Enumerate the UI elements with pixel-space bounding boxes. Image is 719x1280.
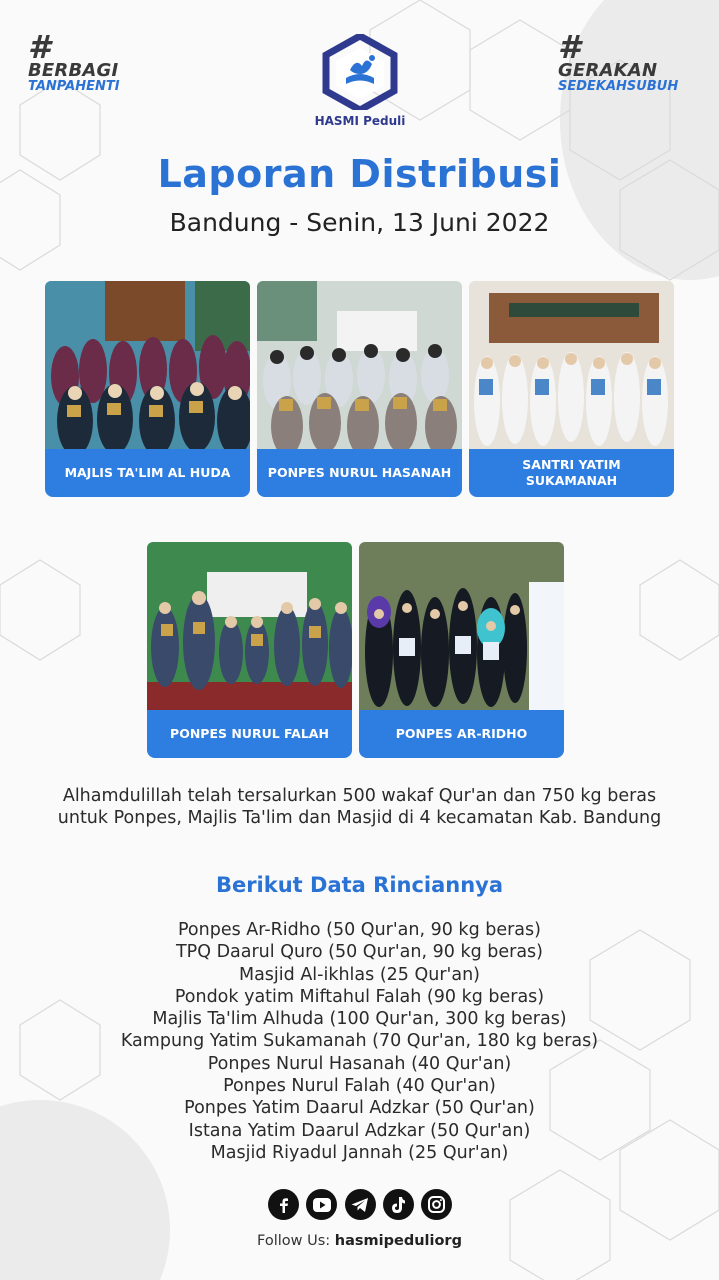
list-item: Ponpes Nurul Falah (40 Qur'an) [223,1076,496,1097]
card-label: PONPES NURUL HASANAH [257,449,462,497]
hashtag-symbol: # [558,28,581,66]
card-label: SANTRI YATIM SUKAMANAH [469,449,674,497]
social-icons [268,1189,452,1221]
tiktok-icon[interactable] [383,1189,414,1220]
card-label: MAJLIS TA'LIM AL HUDA [45,449,250,497]
card-label: PONPES AR-RIDHO [359,710,564,758]
follow-label: Follow Us: [257,1233,331,1249]
hashtag-symbol: # [28,28,51,66]
photo-majlis-talim-al-huda [45,281,250,451]
hashtag-gerakan-sedekahsubuh [558,28,679,94]
social-handle[interactable]: hasmipeduliorg [334,1233,462,1249]
hashtag-line1: BERBAGI [28,60,119,81]
details-heading: Berikut Data Rinciannya [215,873,504,897]
facebook-icon[interactable] [268,1189,299,1220]
list-item: Ponpes Yatim Daarul Adzkar (50 Qur'an) [184,1098,535,1119]
follow-us [0,1233,719,1249]
hashtag-line2: SEDEKAHSUBUH [558,79,679,94]
telegram-icon[interactable] [345,1189,376,1220]
card-majlis-talim-al-huda [45,281,250,497]
hashtag-line1: GERAKAN [558,60,658,81]
list-item: Istana Yatim Daarul Adzkar (50 Qur'an) [188,1120,531,1141]
list-item: Pondok yatim Miftahul Falah (90 kg beras) [174,986,545,1007]
card-label: PONPES NURUL FALAH [147,710,352,758]
page-subtitle: Bandung - Senin, 13 Juni 2022 [169,208,550,237]
card-ponpes-nurul-hasanah [257,281,462,497]
photo-ponpes-ar-ridho [359,542,564,712]
card-ponpes-ar-ridho [359,542,564,758]
hashtag-line2: TANPAHENTI [28,79,120,94]
hasmi-peduli-logo-icon [322,34,398,110]
list-item: Masjid Al-ikhlas (25 Qur'an) [238,964,480,985]
list-item: Masjid Riyadul Jannah (25 Qur'an) [210,1142,509,1163]
summary-paragraph: Alhamdulillah telah tersalurkan 500 wakaf Qur'an dan 750 kg beras untuk Ponpes, Majlis Ta'lim dan Masjid di 4 kecamatan Kab. Bandung [57,786,662,828]
page-title: Laporan Distribusi [157,152,562,196]
youtube-icon[interactable] [306,1189,337,1220]
list-item: TPQ Daarul Quro (50 Qur'an, 90 kg beras) [175,942,543,963]
photo-ponpes-nurul-hasanah [257,281,462,451]
list-item: Ponpes Ar-Ridho (50 Qur'an, 90 kg beras) [178,920,541,940]
card-santri-yatim-sukamanah [469,281,674,497]
details-list [40,919,679,1164]
list-item: Majlis Ta'lim Alhuda (100 Qur'an, 300 kg beras) [152,1009,567,1030]
list-item: Ponpes Nurul Hasanah (40 Qur'an) [207,1053,512,1074]
instagram-icon[interactable] [421,1189,452,1220]
card-ponpes-nurul-falah [147,542,352,758]
hashtag-berbagi-tanpahenti [28,28,120,94]
list-item: Kampung Yatim Sukamanah (70 Qur'an, 180 kg beras) [120,1031,599,1052]
logo-name: HASMI Peduli [314,114,406,128]
photo-santri-yatim-sukamanah [469,281,674,451]
photo-ponpes-nurul-falah [147,542,352,712]
